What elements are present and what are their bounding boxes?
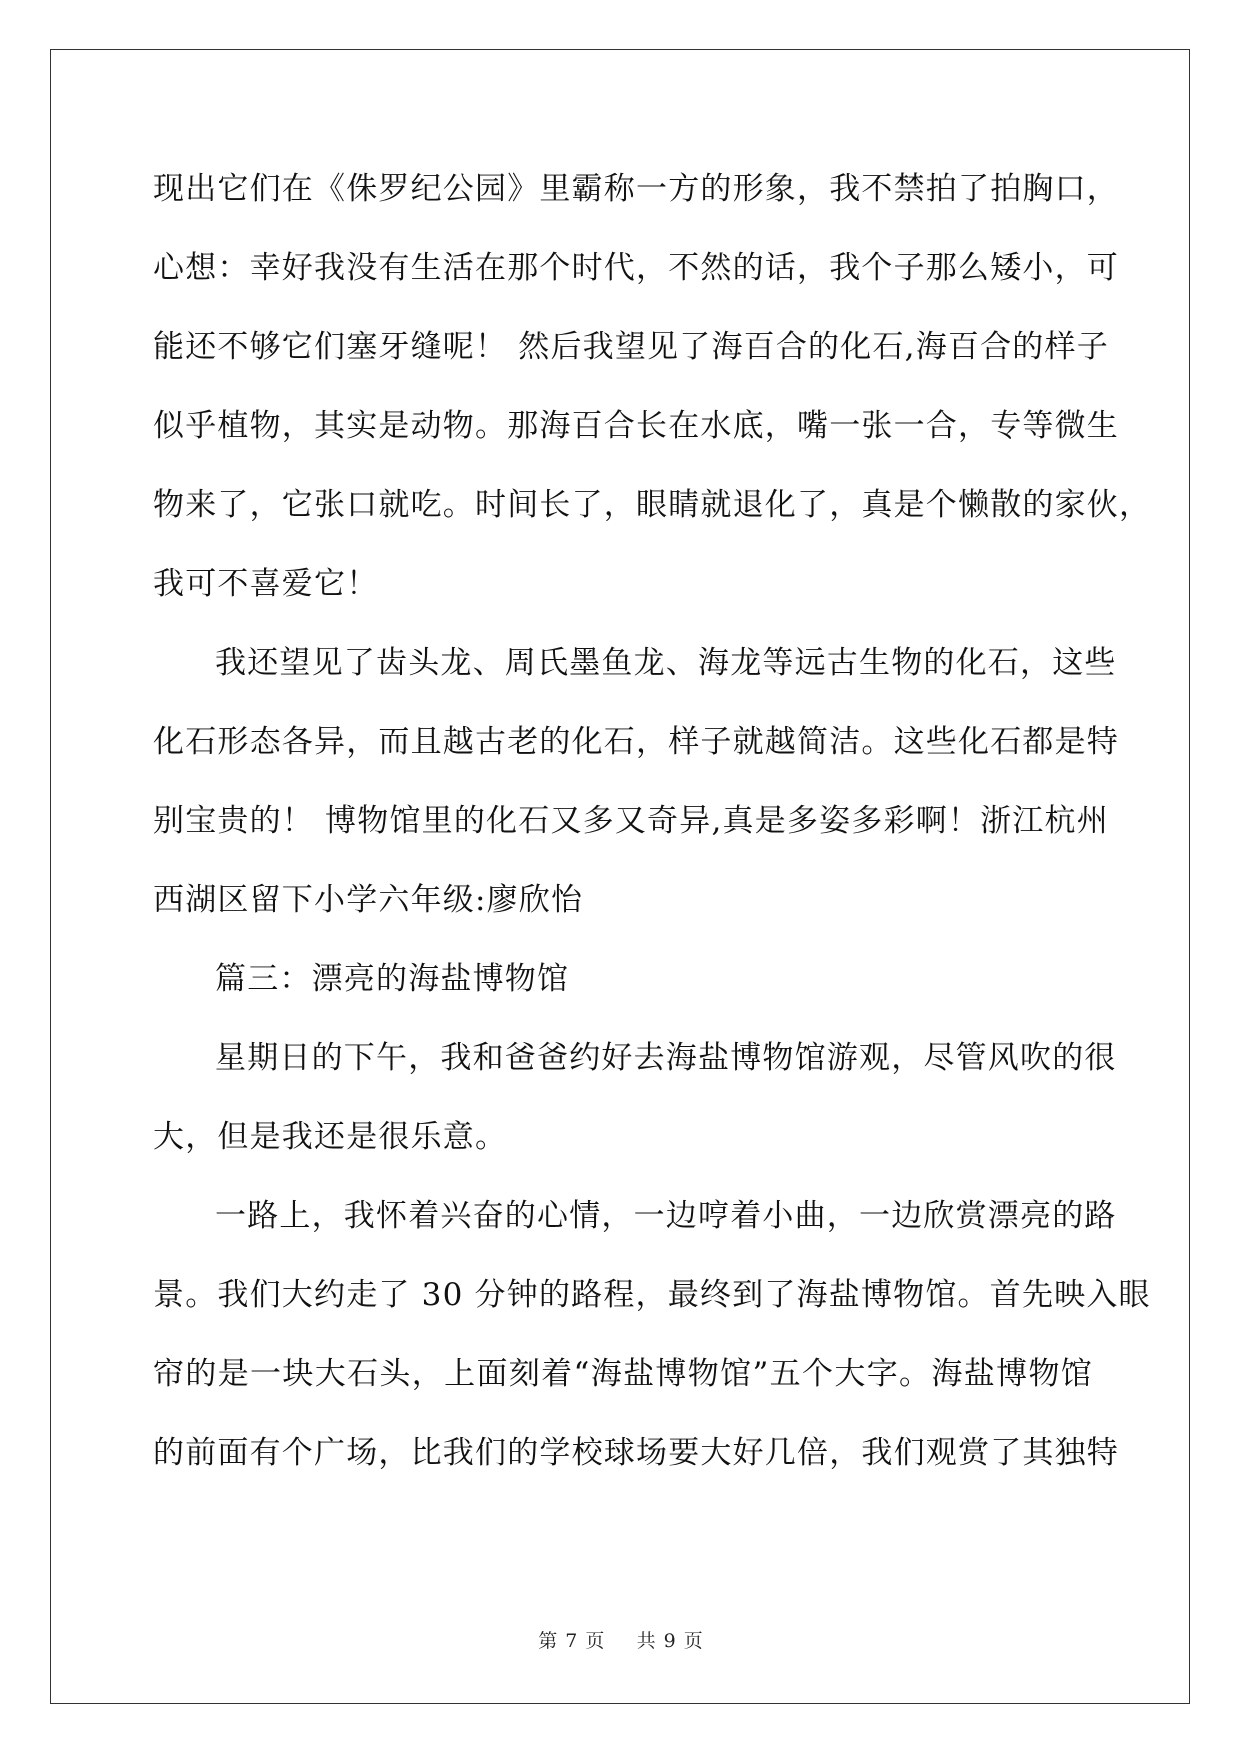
text-line: 物来了，它张口就吃。时间长了，眼睛就退化了，真是个懒散的家伙， (153, 487, 1152, 523)
page-footer (0, 1626, 1241, 1653)
text-line: 我可不喜爱它！ (153, 566, 379, 602)
text-line: 能还不够它们塞牙缝呢！ 然后我望见了海百合的化石,海百合的样子 (153, 329, 1109, 365)
text-line: 化石形态各异，而且越古老的化石，样子就越简洁。这些化石都是特 (153, 724, 1119, 760)
paragraph-start-line: 一路上，我怀着兴奋的心情，一边哼着小曲，一边欣赏漂亮的路 (215, 1198, 1117, 1234)
page-number-label: 第 7 页 共 9 页 (538, 1630, 703, 1652)
text-line: 心想：幸好我没有生活在那个时代，不然的话，我个子那么矮小，可 (153, 250, 1119, 286)
text-line: 别宝贵的！ 博物馆里的化石又多又奇异,真是多姿多彩啊！浙江杭州 (153, 803, 1109, 839)
text-line: 景。我们大约走了 30 分钟的路程，最终到了海盐博物馆。首先映入眼 (153, 1277, 1151, 1313)
text-line: 西湖区留下小学六年级:廖欣怡 (153, 882, 584, 918)
paragraph-start-line: 我还望见了齿头龙、周氏墨鱼龙、海龙等远古生物的化石，这些 (215, 645, 1117, 681)
section-heading: 篇三：漂亮的海盐博物馆 (215, 961, 570, 997)
text-line: 帘的是一块大石头，上面刻着“海盐博物馆”五个大字。海盐博物馆 (153, 1356, 1093, 1392)
text-line: 现出它们在《侏罗纪公园》里霸称一方的形象，我不禁拍了拍胸口， (153, 171, 1119, 207)
text-line: 似乎植物，其实是动物。那海百合长在水底，嘴一张一合，专等微生 (153, 408, 1119, 444)
text-line: 的前面有个广场，比我们的学校球场要大好几倍，我们观赏了其独特 (153, 1435, 1119, 1471)
paragraph-start-line: 星期日的下午，我和爸爸约好去海盐博物馆游观，尽管风吹的很 (215, 1040, 1117, 1076)
text-line: 大，但是我还是很乐意。 (153, 1119, 508, 1155)
document-body (153, 150, 1152, 1493)
